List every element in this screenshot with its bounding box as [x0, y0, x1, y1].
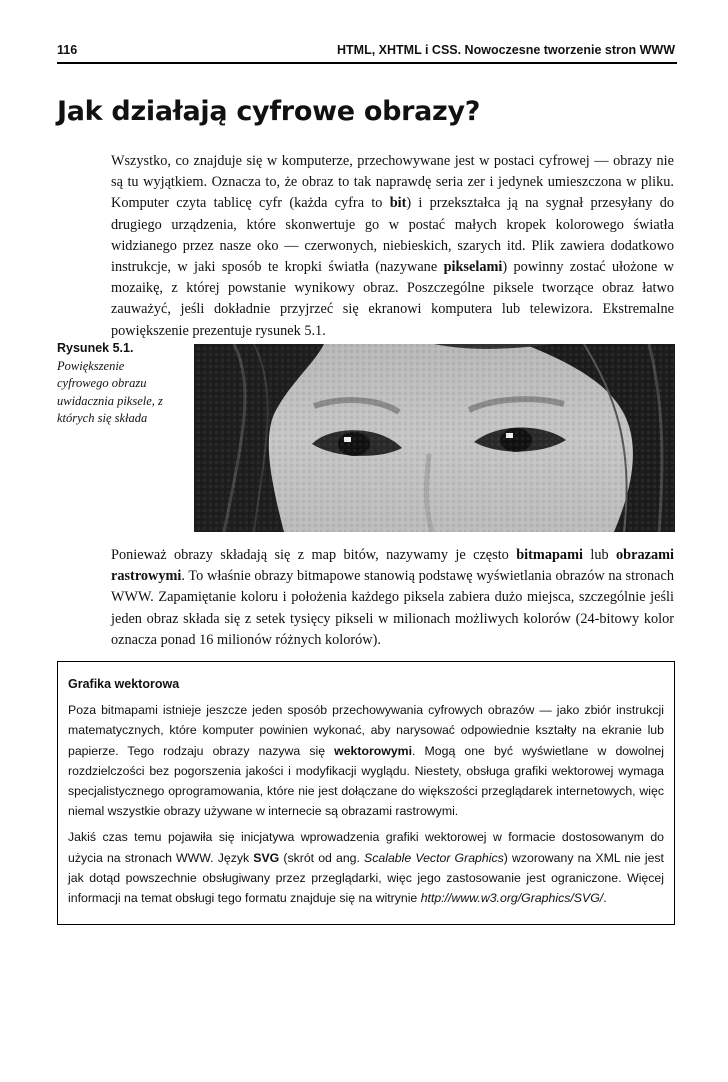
sidebar-p2-text-3: ) wzorowany na XML nie jest jak dotąd powszechnie obsługiwany przez przeglądarki, więc jego zastosowanie jest ograniczone. Więcej informacji na temat obsługi tego formatu znajduje się na witrynie	[68, 850, 664, 906]
sidebar-p2-text-1: Jakiś czas temu pojawiła się inicjatywa wprowadzenia grafiki wektorowej w formacie dostosowanym do użycia na stronach WWW. Język	[68, 830, 664, 865]
running-header	[57, 40, 675, 62]
figure-caption	[57, 340, 177, 428]
sidebar-p2-text-2: (skrót od ang.	[279, 850, 365, 865]
figure-description: Powiększenie cyfrowego obrazu uwidacznia piksele, z których się składa	[57, 358, 163, 425]
para2-text-1: Ponieważ obrazy składają się z map bitów, nazywamy je często	[111, 547, 517, 563]
running-title: HTML, XHTML i CSS. Nowoczesne tworzenie stron WWW	[337, 43, 675, 57]
term-bitmaps: bitmapami	[516, 547, 583, 563]
vector-graphics-sidebar	[57, 661, 675, 925]
term-svg: SVG	[253, 850, 280, 865]
term-raster-images: obrazami rastrowymi	[111, 547, 674, 585]
pixelated-face-image	[194, 344, 675, 532]
para1-text-1: Wszystko, co znajduje się w komputerze, przechowywane jest w postaci cyfrowej — obrazy nie są tu wyjątkiem. Oznacza to, że obraz to tak naprawdę seria zer i jedynek umieszczona w pliku. Komputer czyta tablicę cyfr (każda cyfra to	[111, 153, 674, 212]
para2-text-3: . To właśnie obrazy bitmapowe stanowią podstawę wyświetlania obrazów na stronach WWW. Zapamiętanie koloru i położenia każdego piksela zabiera dużo miejsca, szczególnie jeśli jeden obraz składa się z setek tysięcy pikseli w milionach możliwych kolorów (24-bitowy kolor oznacza ponad 16 milionów różnych kolorów).	[111, 568, 674, 648]
svg-expansion: Scalable Vector Graphics	[364, 850, 504, 865]
para1-text-2: ) i przekształca ją na sygnał przesyłany do drugiego urządzenia, które skonwertuje go w postać małych kropek kolorowego światła widzianego przez nasze oko — czerwonych, niebieskich, szarych itd. Plik zawiera dodatkowo instrukcje, w jaki sposób te kropki światła (nazywane	[111, 195, 674, 276]
svg-url: http://www.w3.org/Graphics/SVG/	[420, 891, 604, 906]
bitmap-paragraph	[111, 545, 674, 651]
sidebar-p1-text-2: . Mogą one być wyświetlane w dowolnej rozdzielczości bez pogorszenia jakości i modyfikacji wyglądu. Niestety, obsługa grafiki wektorowej wymaga specjalistycznego oprogramowania, które nie jest dołączane do większości przeglądarek internetowych, więc niemal wszystkie obrazy używane w internecie są obrazami rastrowymi.	[68, 743, 665, 819]
sidebar-title: Grafika wektorowa	[68, 677, 180, 691]
sidebar-paragraph-1	[68, 700, 664, 821]
para2-text-2: lub	[582, 547, 617, 563]
sidebar-paragraph-2	[68, 827, 664, 908]
figure-number: Rysunek 5.1.	[57, 341, 134, 355]
page-number: 116	[57, 43, 78, 57]
term-pixels: pikselami	[443, 259, 503, 276]
sidebar-p2-text-4: .	[603, 891, 607, 906]
para1-text-3: ) powinny zostać ułożone w mozaikę, z której powstanie wynikowy obraz. Poszczególne piksele tworzące obraz łatwo zauważyć, jeśli dokładnie przyjrzeć się ekranowi komputera lub telewizora. Ekstremalne powiększenie prezentuje rysunek 5.1.	[111, 259, 674, 339]
section-title: Jak działają cyfrowe obrazy?	[57, 96, 481, 127]
intro-paragraph	[111, 151, 674, 342]
sidebar-p1-text-1: Poza bitmapami istnieje jeszcze jeden sposób przechowywania cyfrowych obrazów — jako zbiór instrukcji matematycznych, które komputer powinien wykonać, aby narysować odpowiednie kształty na ekranie lub papierze. Tego rodzaju obrazy nazywa się	[68, 703, 664, 758]
term-bit: bit	[389, 195, 407, 212]
header-rule	[57, 62, 677, 64]
term-vector: wektorowymi	[334, 743, 413, 758]
